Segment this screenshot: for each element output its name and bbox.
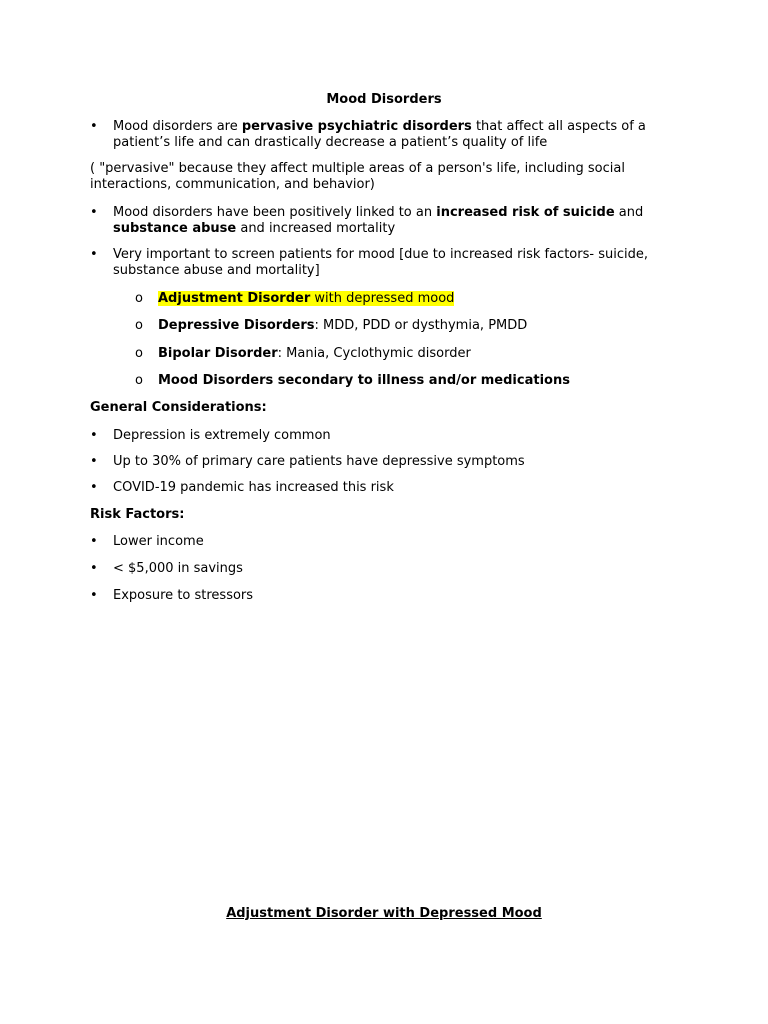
bullet-marker: • — [90, 205, 98, 220]
bullet-marker: • — [90, 588, 98, 603]
bullet-marker: • — [90, 480, 98, 495]
bold-text: Adjustment Disorder — [158, 291, 311, 306]
text-run: : MDD, PDD or dysthymia, PMDD — [314, 318, 528, 333]
bullet-item-suicide — [90, 205, 650, 237]
sub-item-adjustment — [135, 291, 655, 307]
text-run: Exposure to stressors — [113, 588, 254, 603]
risk-item — [90, 561, 650, 577]
sub-item-bipolar — [135, 346, 655, 362]
pervasive-note: ( "pervasive" because they affect multiple areas of a person's life, including social interactions, communication, and behavior) — [90, 161, 625, 192]
text-run: Mood disorders have been positively linked to an — [113, 205, 437, 220]
sub-item-secondary — [135, 373, 655, 389]
text-run: < $5,000 in savings — [113, 561, 243, 576]
sub-bullet-marker: o — [135, 346, 143, 361]
sub-bullet-marker: o — [135, 318, 143, 333]
bullet-marker: • — [90, 119, 98, 134]
bullet-marker: • — [90, 428, 98, 443]
bold-text: Depressive Disorders — [158, 318, 315, 333]
bold-text: increased risk of suicide — [436, 205, 615, 220]
bullet-marker: • — [90, 561, 98, 576]
text-run: Up to 30% of primary care patients have depressive symptoms — [113, 454, 525, 469]
bullet-item-intro — [90, 119, 650, 151]
page-title: Mood Disorders — [326, 92, 442, 107]
bold-text: substance abuse — [113, 221, 237, 236]
text-run: Depression is extremely common — [113, 428, 331, 443]
bullet-marker: • — [90, 454, 98, 469]
text-run: with depressed mood — [310, 291, 455, 306]
bold-text: pervasive psychiatric disorders — [241, 119, 472, 134]
text-run: COVID-19 pandemic has increased this risk — [113, 480, 394, 495]
section-title-adjustment-disorder: Adjustment Disorder with Depressed Mood — [226, 906, 542, 921]
sub-item-depressive — [135, 318, 655, 334]
general-item — [90, 454, 650, 470]
general-item — [90, 428, 650, 444]
text-run: Very important to screen patients for mood [due to increased risk factors- suicide, substance abuse and mortality] — [113, 247, 648, 278]
bullet-marker: • — [90, 534, 98, 549]
text-run: Mood disorders are — [113, 119, 242, 134]
bullet-item-screen — [90, 247, 650, 279]
text-run: and — [614, 205, 644, 220]
text-run: Lower income — [113, 534, 204, 549]
bold-text: Mood Disorders secondary to illness and/or medications — [158, 373, 570, 388]
general-considerations-heading: General Considerations: — [90, 400, 267, 415]
bold-text: Bipolar Disorder — [158, 346, 278, 361]
general-item — [90, 480, 650, 496]
sub-bullet-marker: o — [135, 291, 143, 306]
risk-item — [90, 588, 650, 604]
risk-factors-heading: Risk Factors: — [90, 507, 185, 522]
sub-bullet-marker: o — [135, 373, 143, 388]
text-run: : Mania, Cyclothymic disorder — [277, 346, 471, 361]
bullet-marker: • — [90, 247, 98, 262]
text-run: that affect all aspects of a patient’s life and can drastically decrease a patient’s quality of life — [113, 119, 646, 150]
text-run: and increased mortality — [236, 221, 396, 236]
risk-item — [90, 534, 650, 550]
